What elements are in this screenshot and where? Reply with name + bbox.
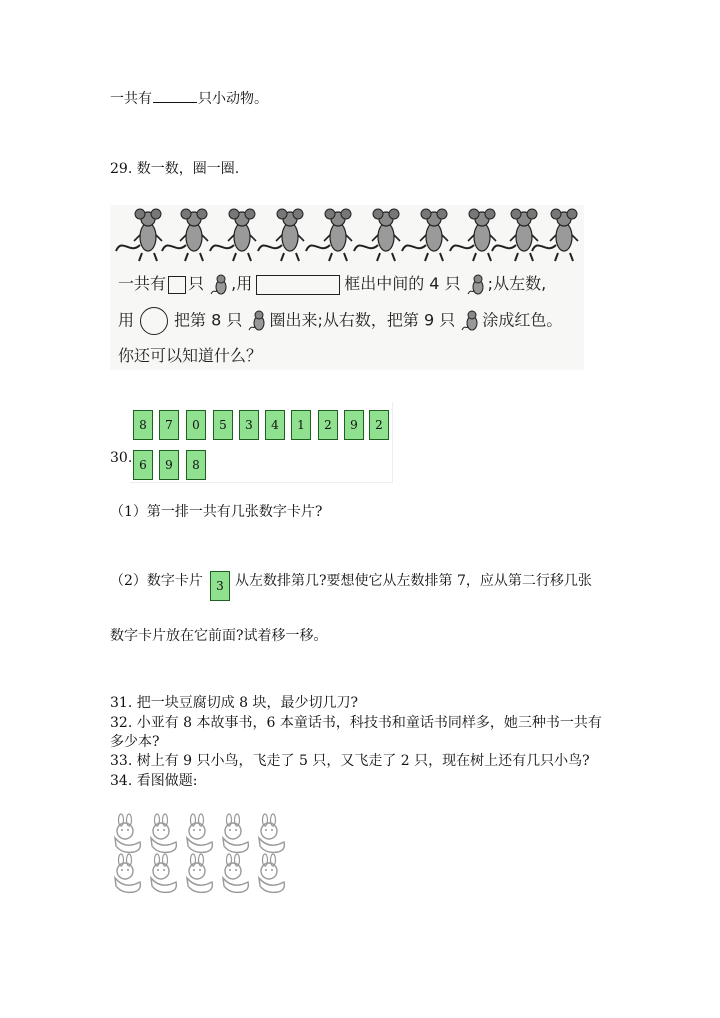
mouse-counting-picture	[110, 205, 584, 370]
q31-text: 31. 把一块豆腐切成 8 块，最少切几刀?	[110, 695, 359, 711]
number-card[interactable]: 4	[265, 410, 285, 440]
q29-title: 29. 数一数，圈一圈.	[110, 161, 240, 177]
mouse-icon	[466, 274, 488, 296]
q30-sub2-c: 数字卡片放在它前面?试着移一移。	[110, 628, 328, 644]
q30-sub1: （1）第一排一共有几张数字卡片?	[110, 504, 323, 520]
count-square-box[interactable]	[168, 276, 186, 294]
circle-shape[interactable]	[140, 307, 168, 335]
q32-text-a: 32. 小亚有 8 本故事书，6 本童话书，科技书和童话书同样多，她三种书一共有	[110, 715, 602, 731]
picture-line-2-c: 圈出来;从右数，把第 9 只	[269, 310, 456, 330]
q34-text: 34. 看图做题:	[110, 773, 198, 789]
number-card[interactable]: 1	[291, 410, 311, 440]
picture-line-2	[118, 307, 562, 335]
number-card[interactable]: 3	[239, 410, 259, 440]
picture-line-1-b: 只	[188, 274, 205, 293]
q30-number: 30.	[110, 450, 133, 466]
mouse-icon	[209, 274, 231, 296]
mouse-icon	[460, 310, 482, 332]
q32-text-b: 多少本?	[110, 734, 160, 750]
number-card[interactable]: 2	[318, 410, 338, 440]
answer-blank[interactable]	[153, 90, 197, 103]
q30-sub2-line	[110, 570, 203, 590]
number-card[interactable]: 8	[186, 450, 206, 480]
number-card[interactable]: 6	[133, 450, 153, 480]
inline-number-card[interactable]: 3	[210, 571, 230, 601]
q28-text-before: 一共有	[110, 91, 152, 107]
picture-line-2-d: 涂成红色。	[482, 310, 563, 330]
number-card[interactable]: 2	[369, 410, 389, 440]
number-card[interactable]: 0	[186, 410, 206, 440]
number-card[interactable]: 9	[159, 450, 179, 480]
picture-line-1	[118, 271, 546, 296]
picture-line-1-d: 框出中间的 4 只	[344, 274, 461, 293]
picture-line-2-b: 把第 8 只	[174, 310, 243, 330]
q28-text-after: 只小动物。	[198, 91, 268, 107]
picture-line-3: 你还可以知道什么？	[118, 346, 263, 365]
q28-line	[110, 88, 268, 108]
number-card[interactable]: 8	[133, 410, 153, 440]
mouse-row-illustration	[110, 207, 584, 263]
number-card[interactable]: 9	[344, 410, 364, 440]
picture-line-1-c: ,用	[231, 274, 253, 293]
picture-line-1-a: 一共有	[118, 274, 167, 293]
picture-line-1-e: ;从左数,	[487, 274, 547, 293]
q30-sub2-a: （2）数字卡片	[110, 573, 203, 589]
q30-sub2-b: 从左数排第几?要想使它从左数排第 7，应从第二行移几张	[235, 573, 592, 589]
bunnies-picture	[106, 812, 292, 896]
frame-rectangle-box[interactable]	[256, 275, 340, 295]
mouse-icon	[247, 310, 269, 332]
q33-text: 33. 树上有 9 只小鸟，飞走了 5 只，又飞走了 2 只，现在树上还有几只小鸟?	[110, 753, 590, 769]
picture-line-2-a: 用	[118, 310, 135, 330]
number-card[interactable]: 5	[213, 410, 233, 440]
number-card[interactable]: 7	[159, 410, 179, 440]
